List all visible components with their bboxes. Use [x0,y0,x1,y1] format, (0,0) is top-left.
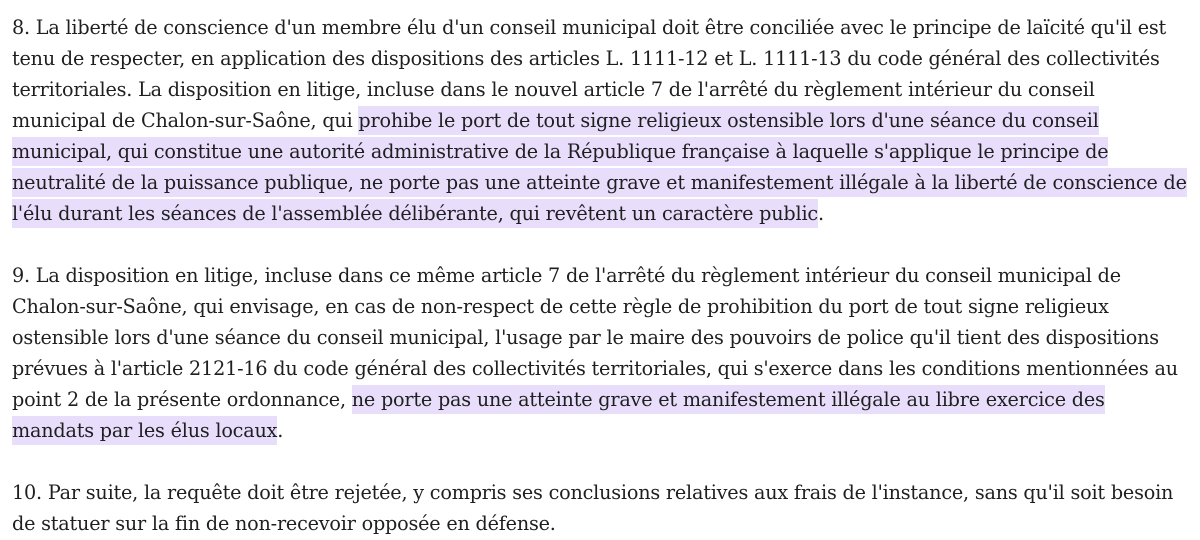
paragraph-10-text: 10. Par suite, la requête doit être rejetée, y compris ses conclusions relatives aux frais de l'instance, sans qu'il soit besoin de statuer sur la fin de non-recevoir opposée en défense. [12,481,1174,535]
paragraph-8 [12,12,1192,229]
paragraph-8-text: 8. La liberté de conscience d'un membre élu d'un conseil municipal doit être conciliée avec le principe de laïcité qu'il est tenu de respecter, en application des dispositions des articles L. 1111-12 et L. 1111-13 du code général des collectivités territoriales. La disposition en litige, incluse dans le nouvel article 7 de l'arrêté du règlement intérieur du conseil municipal de Chalon-sur-Saône, qui [12,16,1167,132]
paragraph-9 [12,260,1192,446]
paragraph-8-highlight: prohibe le port de tout signe religieux ostensible lors d'une séance du conseil municipal, qui constitue une autorité administrative de la République française à laquelle s'applique le principe de neutralité de la puissance publique, ne porte pas une atteinte grave et manifestement illégale à la liberté de conscience de l'élu durant les séances de l'assemblée délibérante, qui revêtent un caractère public [12,106,1187,228]
paragraph-9-highlight: ne porte pas une atteinte grave et manifestement illégale au libre exercice des mandats par les élus locaux [12,385,1105,445]
paragraph-9-text: 9. La disposition en litige, incluse dans ce même article 7 de l'arrêté du règlement intérieur du conseil municipal de Chalon-sur-Saône, qui envisage, en cas de non-respect de cette règle de prohibition du port de tout signe religieux ostensible lors d'une séance du conseil municipal, l'usage par le maire des pouvoirs de police qu'il tient des dispositions prévues à l'article 2121-16 du code général des collectivités territoriales, qui s'exerce dans les conditions mentionnées au point 2 de la présente ordonnance, [12,264,1178,411]
paragraph-10 [12,477,1192,539]
paragraph-8-end: . [817,202,824,225]
document-body [12,12,1192,539]
paragraph-9-end: . [277,419,284,442]
